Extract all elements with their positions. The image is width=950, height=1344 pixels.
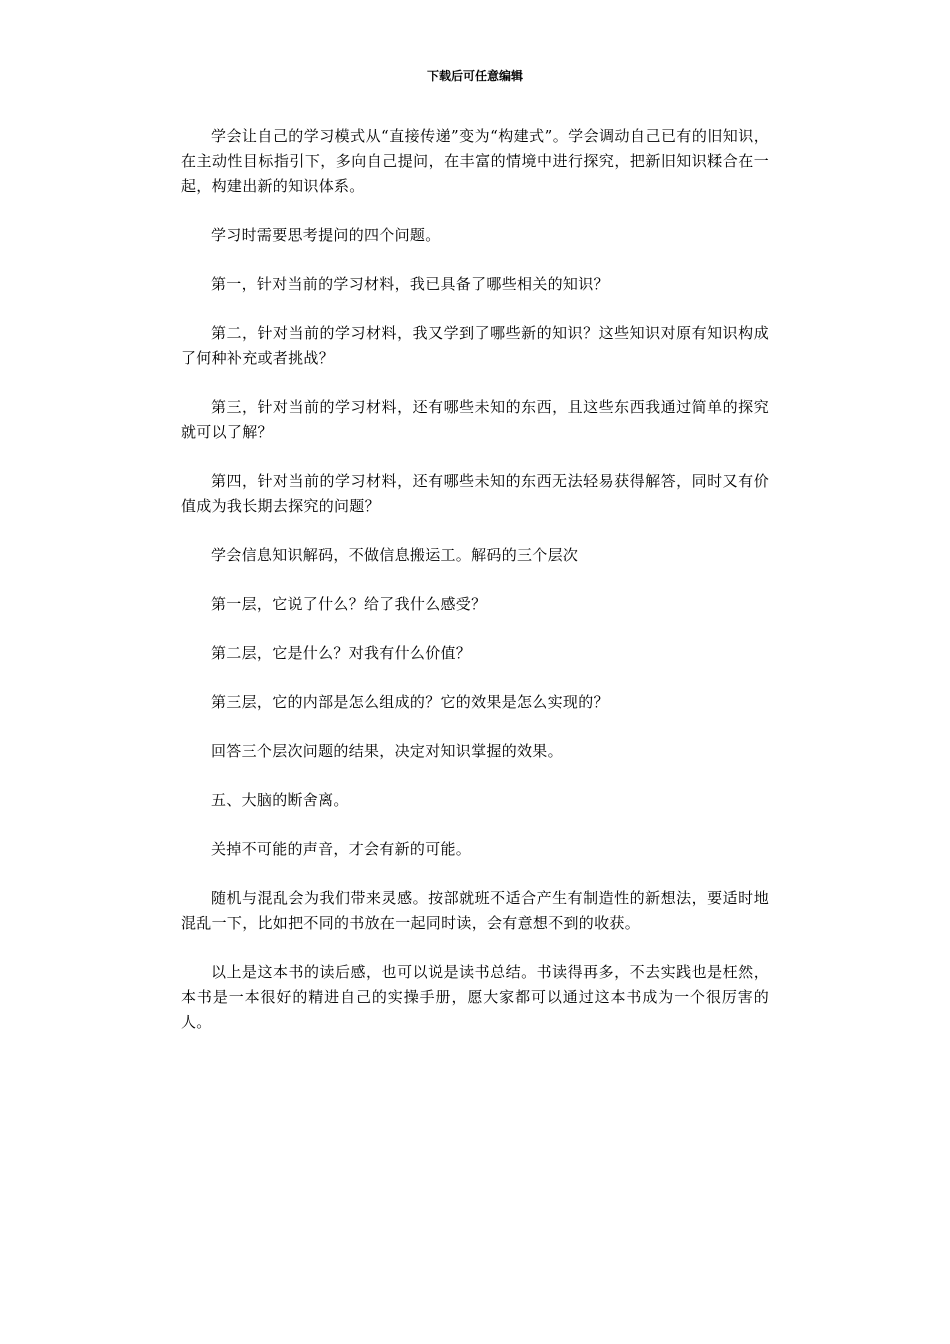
paragraph-randomness: 随机与混乱会为我们带来灵感。按部就班不适合产生有制造性的新想法，要适时地混乱一下，比如把不同的书放在一起同时读，会有意想不到的收获。 (181, 889, 769, 932)
paragraph-layer-result: 回答三个层次问题的结果，决定对知识掌握的效果。 (211, 742, 563, 760)
page-header: 下载后可任意编辑 (426, 69, 523, 83)
paragraph-layer-2: 第二层，它是什么？对我有什么价值？ (211, 644, 472, 662)
paragraph-close-voices: 关掉不可能的声音，才会有新的可能。 (211, 840, 472, 858)
paragraph-layer-1: 第一层，它说了什么？给了我什么感受？ (211, 595, 487, 613)
paragraph-question-4: 第四，针对当前的学习材料，还有哪些未知的东西无法轻易获得解答，同时又有价值成为我长期去探究的问题？ (181, 472, 769, 515)
paragraph-question-1: 第一，针对当前的学习材料，我已具备了哪些相关的知识？ (211, 275, 609, 293)
paragraph-four-questions-intro: 学习时需要思考提问的四个问题。 (211, 226, 441, 244)
paragraph-question-2: 第二，针对当前的学习材料，我又学到了哪些新的知识？这些知识对原有知识构成了何种补充或者挑战？ (181, 324, 769, 367)
paragraph-conclusion: 以上是这本书的读后感，也可以说是读书总结。书读得再多，不去实践也是枉然，本书是一本很好的精进自己的实操手册，愿大家都可以通过这本书成为一个很厉害的人。 (181, 963, 769, 1031)
document-body (181, 124, 769, 1059)
paragraph-layer-3: 第三层，它的内部是怎么组成的？它的效果是怎么实现的？ (211, 693, 609, 711)
paragraph-constructive-learning: 学会让自己的学习模式从“直接传递”变为“构建式”。学会调动自己已有的旧知识，在主动性目标指引下，多向自己提问，在丰富的情境中进行探究，把新旧知识糅合在一起，构建出新的知识体系。 (181, 127, 769, 195)
paragraph-section-five: 五、大脑的断舍离。 (211, 791, 349, 809)
paragraph-question-3: 第三，针对当前的学习材料，还有哪些未知的东西，且这些东西我通过简单的探究就可以了解？ (181, 398, 769, 441)
paragraph-decoding-intro: 学会信息知识解码，不做信息搬运工。解码的三个层次 (211, 546, 579, 564)
